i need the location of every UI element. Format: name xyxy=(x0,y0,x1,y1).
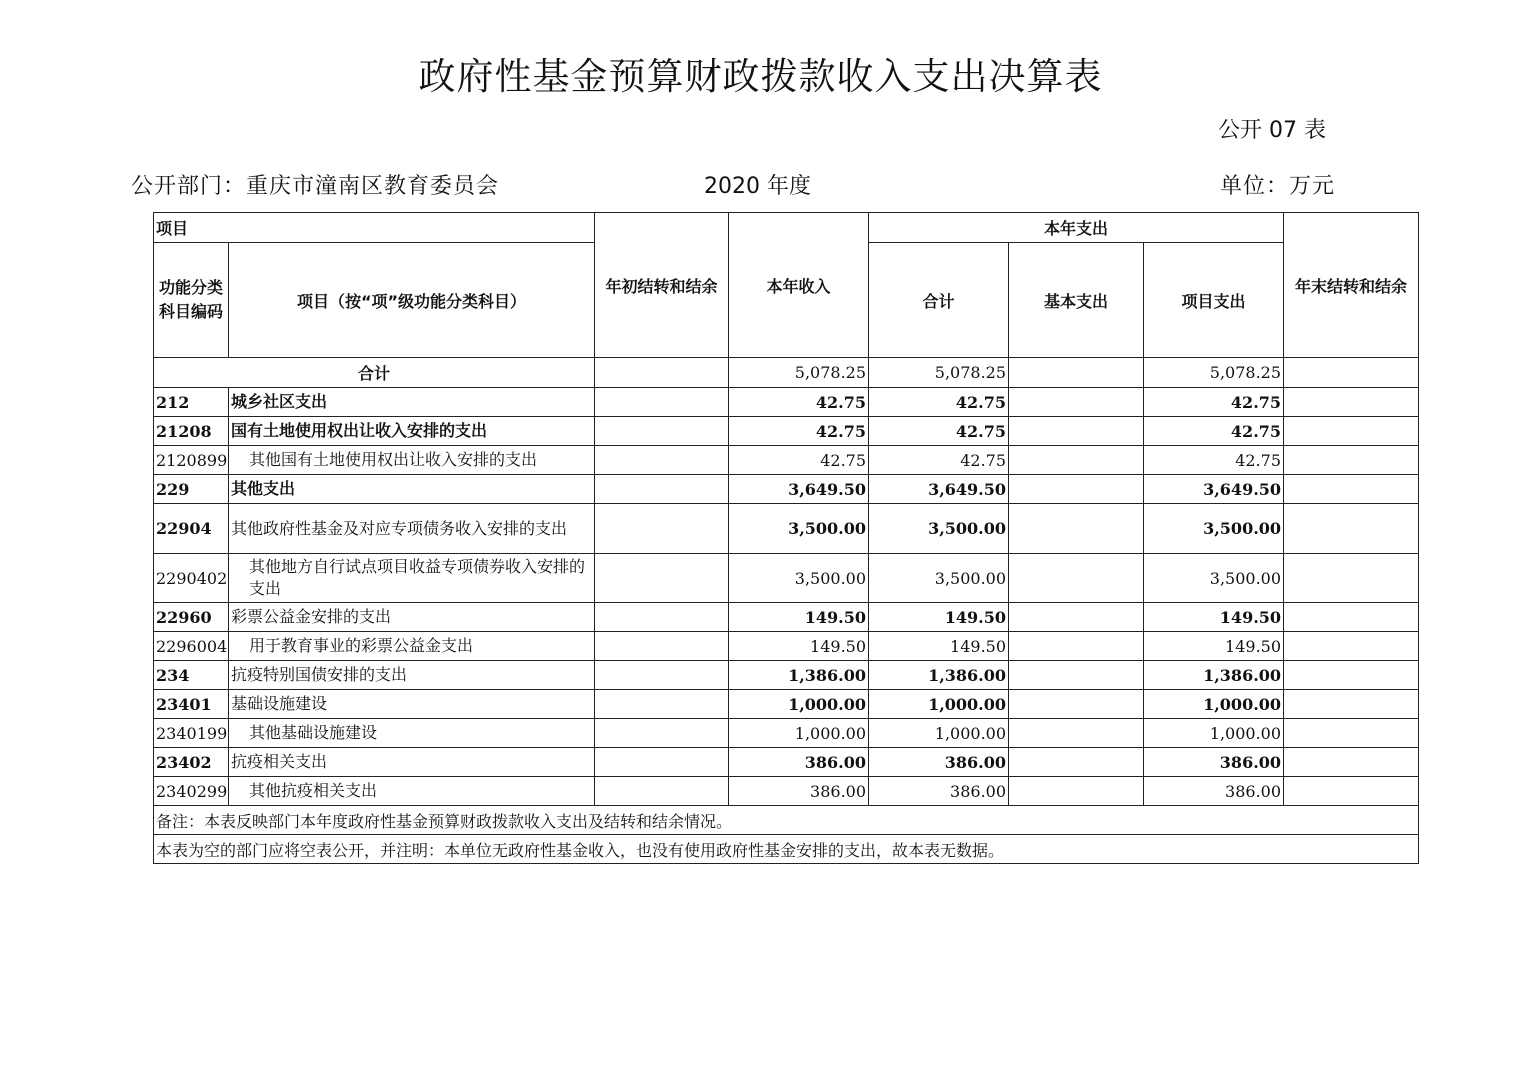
row-name: 其他基础设施建设 xyxy=(229,719,595,748)
row-income: 386.00 xyxy=(729,748,869,777)
table-row xyxy=(154,690,1419,719)
table-row xyxy=(154,777,1419,806)
table-row xyxy=(154,554,1419,603)
row-income: 3,649.50 xyxy=(729,475,869,504)
row-project: 3,500.00 xyxy=(1144,504,1284,554)
row-project: 42.75 xyxy=(1144,388,1284,417)
total-basic xyxy=(1009,358,1144,388)
page-title: 政府性基金预算财政拨款收入支出决算表 xyxy=(418,55,1103,98)
row-closing xyxy=(1284,777,1419,806)
table-row xyxy=(154,603,1419,632)
row-opening xyxy=(595,748,729,777)
row-opening xyxy=(595,777,729,806)
row-code: 23401 xyxy=(154,690,229,719)
row-project: 42.75 xyxy=(1144,446,1284,475)
header-income: 本年收入 xyxy=(729,213,869,358)
row-income: 386.00 xyxy=(729,777,869,806)
table-row xyxy=(154,417,1419,446)
row-total: 3,500.00 xyxy=(869,554,1009,603)
table-row xyxy=(154,632,1419,661)
row-basic xyxy=(1009,719,1144,748)
row-opening xyxy=(595,661,729,690)
row-code: 2120899 xyxy=(154,446,229,475)
row-name: 抗疫特别国债安排的支出 xyxy=(229,661,595,690)
row-total: 3,649.50 xyxy=(869,475,1009,504)
header-basic: 基本支出 xyxy=(1009,243,1144,358)
row-opening xyxy=(595,632,729,661)
row-closing xyxy=(1284,603,1419,632)
row-project: 149.50 xyxy=(1144,632,1284,661)
row-income: 1,000.00 xyxy=(729,690,869,719)
row-basic xyxy=(1009,777,1144,806)
row-basic xyxy=(1009,475,1144,504)
row-code: 2296004 xyxy=(154,632,229,661)
row-total: 386.00 xyxy=(869,777,1009,806)
total-opening xyxy=(595,358,729,388)
row-total: 42.75 xyxy=(869,446,1009,475)
row-closing xyxy=(1284,748,1419,777)
row-income: 1,386.00 xyxy=(729,661,869,690)
row-code: 22960 xyxy=(154,603,229,632)
row-basic xyxy=(1009,388,1144,417)
row-code: 229 xyxy=(154,475,229,504)
row-total: 1,000.00 xyxy=(869,719,1009,748)
row-income: 3,500.00 xyxy=(729,554,869,603)
total-row xyxy=(154,358,1419,388)
row-name: 用于教育事业的彩票公益金支出 xyxy=(229,632,595,661)
total-expenditure: 5,078.25 xyxy=(869,358,1009,388)
header-opening-balance: 年初结转和结余 xyxy=(595,213,729,358)
header-project: 项目支出 xyxy=(1144,243,1284,358)
row-basic xyxy=(1009,690,1144,719)
row-project: 149.50 xyxy=(1144,603,1284,632)
row-opening xyxy=(595,417,729,446)
row-name: 其他支出 xyxy=(229,475,595,504)
row-income: 42.75 xyxy=(729,446,869,475)
row-total: 42.75 xyxy=(869,417,1009,446)
row-name: 国有土地使用权出让收入安排的支出 xyxy=(229,417,595,446)
row-income: 42.75 xyxy=(729,388,869,417)
row-closing xyxy=(1284,446,1419,475)
table-row xyxy=(154,475,1419,504)
row-opening xyxy=(595,554,729,603)
row-total: 386.00 xyxy=(869,748,1009,777)
row-code: 2340299 xyxy=(154,777,229,806)
row-basic xyxy=(1009,632,1144,661)
row-closing xyxy=(1284,417,1419,446)
row-closing xyxy=(1284,632,1419,661)
row-name: 抗疫相关支出 xyxy=(229,748,595,777)
total-income: 5,078.25 xyxy=(729,358,869,388)
row-name: 其他抗疫相关支出 xyxy=(229,777,595,806)
row-name: 基础设施建设 xyxy=(229,690,595,719)
table-id: 公开 07 表 xyxy=(1218,118,1326,143)
row-name: 其他国有土地使用权出让收入安排的支出 xyxy=(229,446,595,475)
row-project: 42.75 xyxy=(1144,417,1284,446)
row-basic xyxy=(1009,446,1144,475)
row-income: 3,500.00 xyxy=(729,504,869,554)
row-project: 3,649.50 xyxy=(1144,475,1284,504)
row-opening xyxy=(595,388,729,417)
header-closing-balance: 年末结转和结余 xyxy=(1284,213,1419,358)
table-row xyxy=(154,719,1419,748)
row-project: 1,386.00 xyxy=(1144,661,1284,690)
row-code: 212 xyxy=(154,388,229,417)
row-income: 149.50 xyxy=(729,603,869,632)
row-income: 1,000.00 xyxy=(729,719,869,748)
header-name: 项目（按“项”级功能分类科目） xyxy=(229,243,595,358)
row-basic xyxy=(1009,504,1144,554)
row-basic xyxy=(1009,554,1144,603)
table-row xyxy=(154,661,1419,690)
row-name: 城乡社区支出 xyxy=(229,388,595,417)
row-closing xyxy=(1284,475,1419,504)
row-code: 234 xyxy=(154,661,229,690)
row-total: 42.75 xyxy=(869,388,1009,417)
row-code: 2340199 xyxy=(154,719,229,748)
row-code: 2290402 xyxy=(154,554,229,603)
row-total: 3,500.00 xyxy=(869,504,1009,554)
row-name: 彩票公益金安排的支出 xyxy=(229,603,595,632)
row-project: 1,000.00 xyxy=(1144,690,1284,719)
row-basic xyxy=(1009,603,1144,632)
row-project: 386.00 xyxy=(1144,748,1284,777)
row-total: 149.50 xyxy=(869,632,1009,661)
row-closing xyxy=(1284,719,1419,748)
row-closing xyxy=(1284,690,1419,719)
row-income: 42.75 xyxy=(729,417,869,446)
row-name: 其他政府性基金及对应专项债务收入安排的支出 xyxy=(229,504,595,554)
header-item-group: 项目 xyxy=(154,213,595,243)
table-row xyxy=(154,504,1419,554)
total-closing xyxy=(1284,358,1419,388)
row-opening xyxy=(595,719,729,748)
row-closing xyxy=(1284,388,1419,417)
header-total: 合计 xyxy=(869,243,1009,358)
unit-label: 单位：万元 xyxy=(1220,174,1336,199)
table-row xyxy=(154,748,1419,777)
row-code: 21208 xyxy=(154,417,229,446)
note-empty-table: 本表为空的部门应将空表公开，并注明：本单位无政府性基金收入，也没有使用政府性基金安排的支出，故本表无数据。 xyxy=(154,835,1419,864)
row-closing xyxy=(1284,554,1419,603)
row-project: 1,000.00 xyxy=(1144,719,1284,748)
row-opening xyxy=(595,690,729,719)
total-label: 合计 xyxy=(154,358,595,388)
department-label: 公开部门：重庆市潼南区教育委员会 xyxy=(131,174,500,199)
row-opening xyxy=(595,504,729,554)
fiscal-year: 2020 年度 xyxy=(704,174,811,199)
row-code: 23402 xyxy=(154,748,229,777)
row-code: 22904 xyxy=(154,504,229,554)
total-project: 5,078.25 xyxy=(1144,358,1284,388)
table-row xyxy=(154,388,1419,417)
row-name: 其他地方自行试点项目收益专项债券收入安排的支出 xyxy=(229,554,595,603)
note-remark: 备注：本表反映部门本年度政府性基金预算财政拨款收入支出及结转和结余情况。 xyxy=(154,806,1419,835)
row-income: 149.50 xyxy=(729,632,869,661)
row-total: 1,386.00 xyxy=(869,661,1009,690)
header-expenditure-group: 本年支出 xyxy=(869,213,1284,243)
row-project: 3,500.00 xyxy=(1144,554,1284,603)
table-row xyxy=(154,446,1419,475)
row-total: 1,000.00 xyxy=(869,690,1009,719)
header-code: 功能分类科目编码 xyxy=(154,243,229,358)
row-opening xyxy=(595,446,729,475)
row-opening xyxy=(595,475,729,504)
row-basic xyxy=(1009,748,1144,777)
row-closing xyxy=(1284,504,1419,554)
row-opening xyxy=(595,603,729,632)
budget-table xyxy=(153,212,1419,864)
row-total: 149.50 xyxy=(869,603,1009,632)
row-basic xyxy=(1009,417,1144,446)
row-closing xyxy=(1284,661,1419,690)
row-basic xyxy=(1009,661,1144,690)
row-project: 386.00 xyxy=(1144,777,1284,806)
